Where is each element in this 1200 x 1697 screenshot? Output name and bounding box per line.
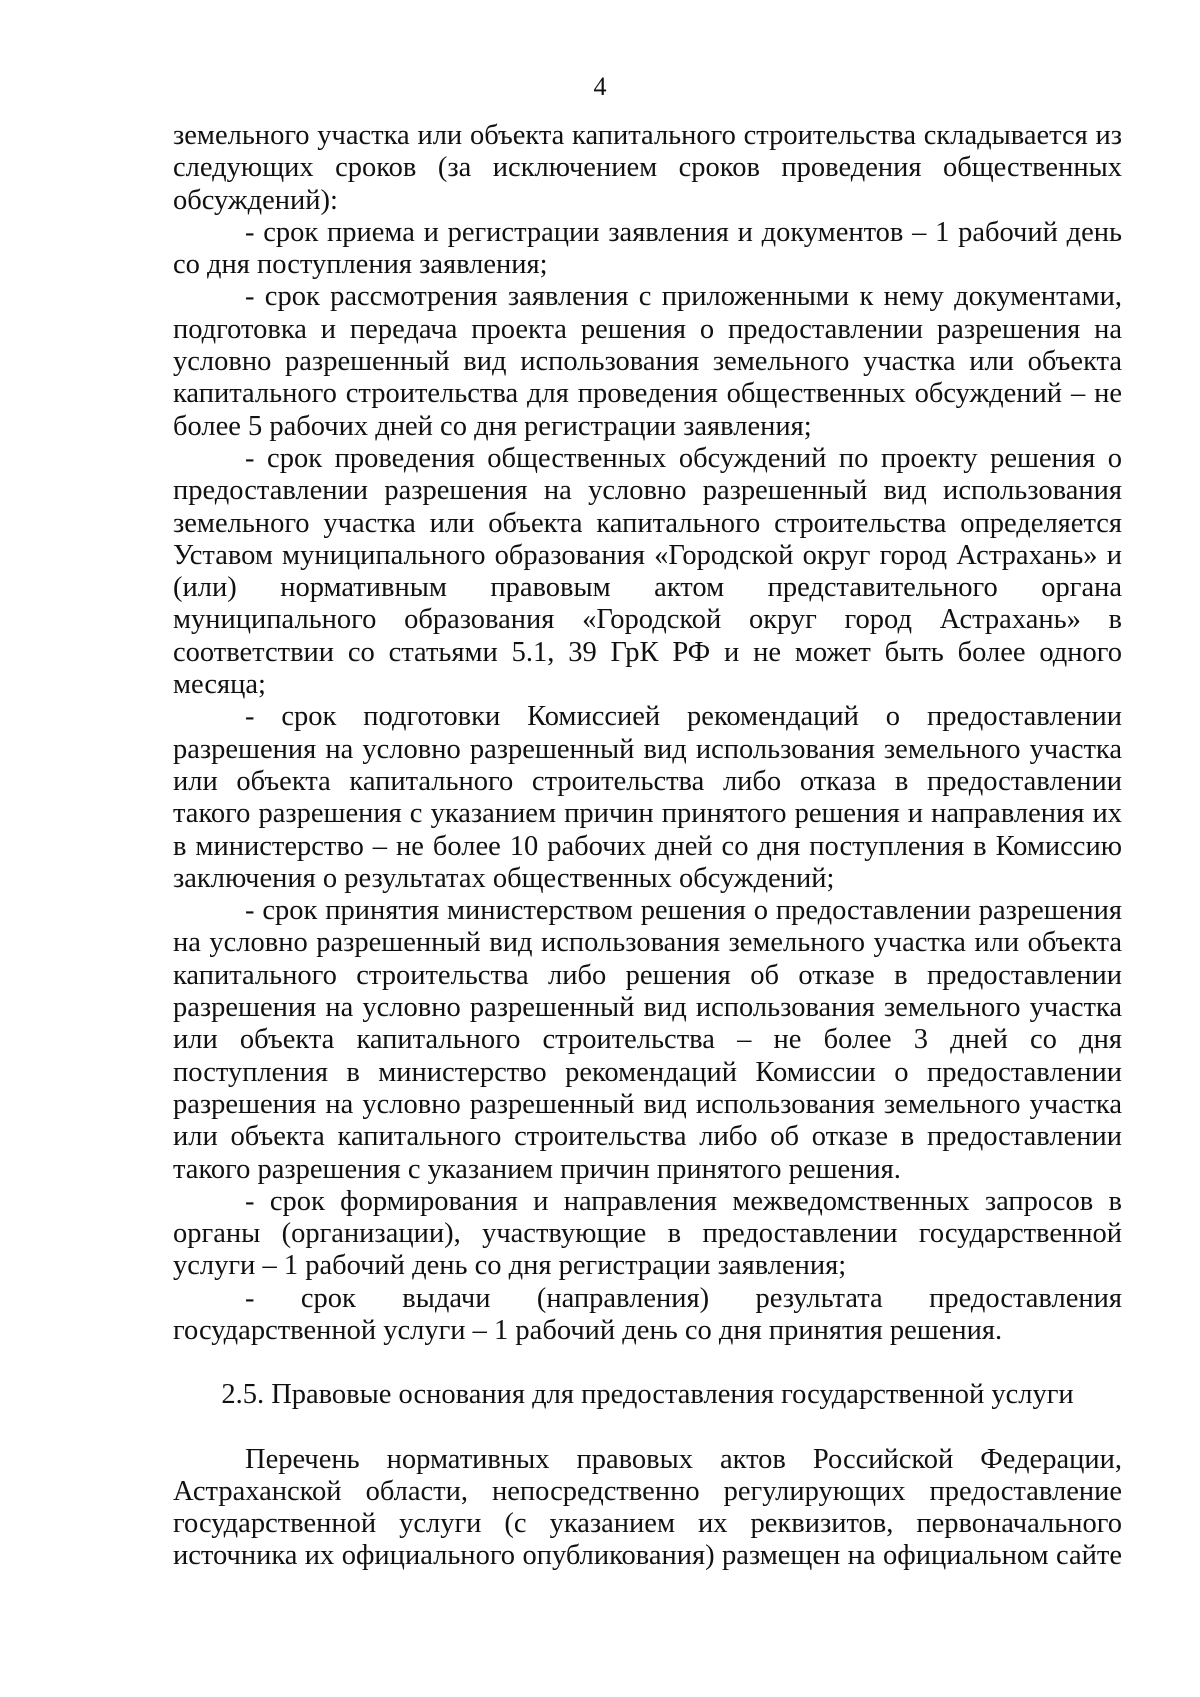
page-number: 4 [593, 72, 607, 101]
paragraph-legal-basis: Перечень нормативных правовых актов Российской Федерации, Астраханской области, непосредственно регулирующих предоставление государственной услуги (с указанием их реквизитов, первоначального источника их официального опубликования) размещен на официальном сайте [173, 1443, 1122, 1572]
section-heading: 2.5. Правовые основания для предоставления государственной услуги [221, 1379, 1074, 1411]
paragraph-term-interagency-requests: - срок формирования и направления межведомственных запросов в органы (организации), участвующие в предоставлении государственной услуги – 1 рабочий день со дня регистрации заявления; [173, 1185, 1122, 1282]
paragraph-term-review: - срок рассмотрения заявления с приложенными к нему документами, подготовка и передача проекта решения о предоставлении разрешения на условно разрешенный вид использования земельного участка или объекта капитального строительства для проведения общественных обсуждений – не более 5 рабочих дней со дня регистрации заявления; [173, 281, 1122, 442]
paragraph-term-result-issuance: - срок выдачи (направления) результата предоставления государственной услуги – 1 рабочий день со дня принятия решения. [173, 1282, 1122, 1346]
paragraph-term-public-discussions: - срок проведения общественных обсуждений по проекту решения о предоставлении разрешения на условно разрешенный вид использования земельного участка или объекта капитального строительства определяется Уставом муниципального образования «Городской округ город Астрахань» и (или) нормативным правовым актом представительного органа муниципального образования «Городской округ город Астрахань» в соответствии со статьями 5.1, 39 ГрК РФ и не может быть более одного месяца; [173, 442, 1122, 701]
paragraph-term-registration: - срок приема и регистрации заявления и документов – 1 рабочий день со дня поступления заявления; [173, 216, 1122, 281]
paragraph-term-ministry-decision: - срок принятия министерством решения о предоставлении разрешения на условно разрешенный вид использования земельного участка или объекта капитального строительства либо решения об отказе в предоставлении разрешения на условно разрешенный вид использования земельного участка или объекта капитального строительства – не более 3 дней со дня поступления в министерство рекомендаций Комиссии о предоставлении разрешения на условно разрешенный вид использования земельного участка или объекта капитального строительства либо об отказе в предоставлении такого разрешения с указанием причин принятого решения. [173, 895, 1122, 1185]
paragraph-terms-intro: земельного участка или объекта капитального строительства складывается из следующих сроков (за исключением сроков проведения общественных обсуждений): [173, 120, 1122, 216]
document-body [173, 120, 1122, 1573]
paragraph-term-commission-recommendations: - срок подготовки Комиссией рекомендаций о предоставлении разрешения на условно разрешенный вид использования земельного участка или объекта капитального строительства либо отказа в предоставлении такого разрешения с указанием причин принятого решения и направления их в министерство – не более 10 рабочих дней со дня поступления в Комиссию заключения о результатах общественных обсуждений; [173, 701, 1122, 894]
